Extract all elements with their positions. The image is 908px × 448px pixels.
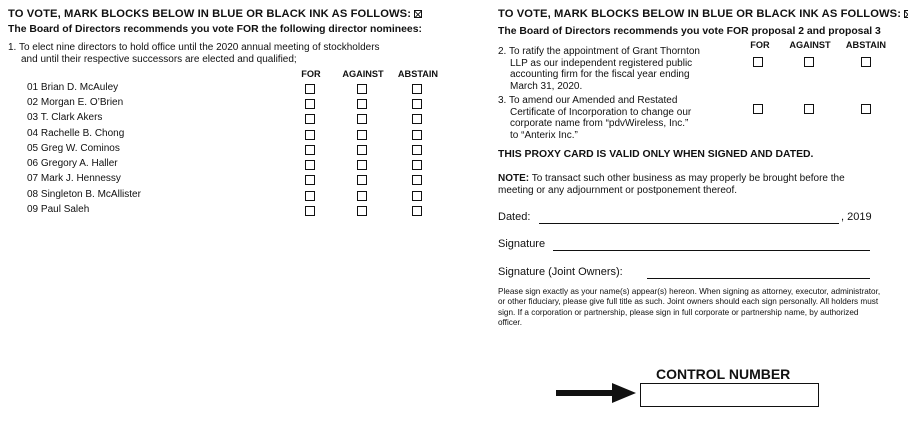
proposal3-line: Certificate of Incorporation to change our (510, 106, 692, 118)
nominee-07-against-checkbox[interactable] (357, 175, 367, 185)
nominee-08-abstain-checkbox[interactable] (412, 191, 422, 201)
nominee-02-against-checkbox[interactable] (357, 99, 367, 109)
proposal2-line: LLP as our independent registered public (510, 57, 693, 69)
proposal3-line: 3. To amend our Amended and Restated (498, 95, 678, 106)
nominee-02-for-checkbox[interactable] (305, 99, 315, 109)
note-label: NOTE: (498, 173, 530, 184)
nominee-05-for-checkbox[interactable] (305, 145, 315, 155)
nominee-08-for-checkbox[interactable] (305, 191, 315, 201)
nominee-03-against-checkbox[interactable] (357, 114, 367, 124)
nominee-label: 07 Mark J. Hennessy (27, 173, 121, 184)
joint-signature-label: Signature (Joint Owners): (498, 266, 623, 278)
right-col-abstain: ABSTAIN (845, 40, 887, 50)
proposal2-abstain-checkbox[interactable] (861, 57, 871, 67)
nominee-05-against-checkbox[interactable] (357, 145, 367, 155)
nominee-06-for-checkbox[interactable] (305, 160, 315, 170)
proposal2-line: 2. To ratify the appointment of Grant Thornton (498, 46, 700, 57)
proposal3-against-checkbox[interactable] (804, 104, 814, 114)
left-board-recommendation: The Board of Directors recommends you vote FOR the following director nominees: (8, 24, 422, 35)
joint-signature-field[interactable] (647, 278, 870, 279)
nominee-07-abstain-checkbox[interactable] (412, 175, 422, 185)
right-vote-instruction (498, 8, 908, 20)
note-paragraph (498, 173, 845, 196)
x-box-icon (414, 10, 422, 18)
right-board-recommendation: The Board of Directors recommends you vote FOR proposal 2 and proposal 3 (498, 26, 881, 37)
nominee-07-for-checkbox[interactable] (305, 175, 315, 185)
proposal1-text-line2: and until their respective successors are elected and qualified; (21, 54, 297, 65)
proposal1-text-line1: 1. To elect nine directors to hold office until the 2020 annual meeting of stockholders (8, 42, 380, 53)
nominee-04-abstain-checkbox[interactable] (412, 130, 422, 140)
nominee-09-abstain-checkbox[interactable] (412, 206, 422, 216)
control-number-field[interactable] (640, 383, 819, 407)
nominee-09-for-checkbox[interactable] (305, 206, 315, 216)
nominee-03-abstain-checkbox[interactable] (412, 114, 422, 124)
left-col-for: FOR (301, 69, 321, 79)
proposal3-line: corporate name from “pdvWireless, Inc.” (510, 118, 689, 129)
arrow-right-icon (556, 382, 636, 404)
proposal2-against-checkbox[interactable] (804, 57, 814, 67)
nominee-08-against-checkbox[interactable] (357, 191, 367, 201)
right-col-against: AGAINST (789, 40, 831, 50)
nominee-01-for-checkbox[interactable] (305, 84, 315, 94)
proposal2-text (498, 46, 700, 92)
nominee-label: 03 T. Clark Akers (27, 112, 103, 123)
proposal3-text (498, 95, 691, 141)
proposal2-line: March 31, 2020. (510, 80, 583, 92)
nominee-label: 04 Rachelle B. Chong (27, 128, 125, 139)
proposal2-line: accounting firm for the fiscal year ending (510, 69, 690, 80)
nominee-04-against-checkbox[interactable] (357, 130, 367, 140)
date-field[interactable] (539, 223, 839, 224)
proposal3-for-checkbox[interactable] (753, 104, 763, 114)
nominee-06-against-checkbox[interactable] (357, 160, 367, 170)
nominee-label: 09 Paul Saleh (27, 204, 90, 215)
nominee-05-abstain-checkbox[interactable] (412, 145, 422, 155)
proposal3-line: to “Anterix Inc.” (510, 129, 578, 141)
left-vote-instruction (8, 8, 422, 20)
signature-label: Signature (498, 238, 546, 250)
right-vote-instruction-text: TO VOTE, MARK BLOCKS BELOW IN BLUE OR BLACK INK AS FOLLOWS: (498, 8, 902, 20)
right-col-for: FOR (750, 40, 770, 50)
nominee-04-for-checkbox[interactable] (305, 130, 315, 140)
nominee-02-abstain-checkbox[interactable] (412, 99, 422, 109)
nominee-01-against-checkbox[interactable] (357, 84, 367, 94)
nominee-label: 08 Singleton B. McAllister (27, 189, 141, 200)
signature-field[interactable] (553, 250, 870, 251)
nominee-06-abstain-checkbox[interactable] (412, 160, 422, 170)
validity-notice: THIS PROXY CARD IS VALID ONLY WHEN SIGNED AND DATED. (498, 149, 814, 160)
proposal2-for-checkbox[interactable] (753, 57, 763, 67)
nominee-label: 05 Greg W. Cominos (27, 143, 120, 154)
nominee-01-abstain-checkbox[interactable] (412, 84, 422, 94)
nominee-label: 01 Brian D. McAuley (27, 82, 119, 93)
nominee-label: 06 Gregory A. Haller (27, 158, 118, 169)
dated-label: Dated: (498, 211, 531, 223)
left-vote-instruction-text: TO VOTE, MARK BLOCKS BELOW IN BLUE OR BLACK INK AS FOLLOWS: (8, 8, 412, 20)
proposal3-abstain-checkbox[interactable] (861, 104, 871, 114)
nominee-09-against-checkbox[interactable] (357, 206, 367, 216)
left-col-abstain: ABSTAIN (397, 69, 439, 79)
x-box-icon (904, 10, 908, 18)
note-text: To transact such other business as may properly be brought before the (529, 173, 845, 184)
signing-instructions: Please sign exactly as your name(s) appear(s) hereon. When signing as attorney, executor, administrator, or other fiduciary, please give full title as such. Joint owners should each sign personally. All holders must sign. If a corporation or partnership, please sign in full corporate or partnership name, by authorized officer. (498, 287, 881, 328)
nominee-label: 02 Morgan E. O’Brien (27, 97, 124, 108)
note-line1 (498, 173, 845, 185)
control-number-label: CONTROL NUMBER (656, 366, 791, 382)
left-col-against: AGAINST (342, 69, 384, 79)
dated-year: , 2019 (841, 211, 872, 223)
note-text-line2: meeting or any adjournment or postponement thereof. (498, 184, 738, 196)
nominee-03-for-checkbox[interactable] (305, 114, 315, 124)
